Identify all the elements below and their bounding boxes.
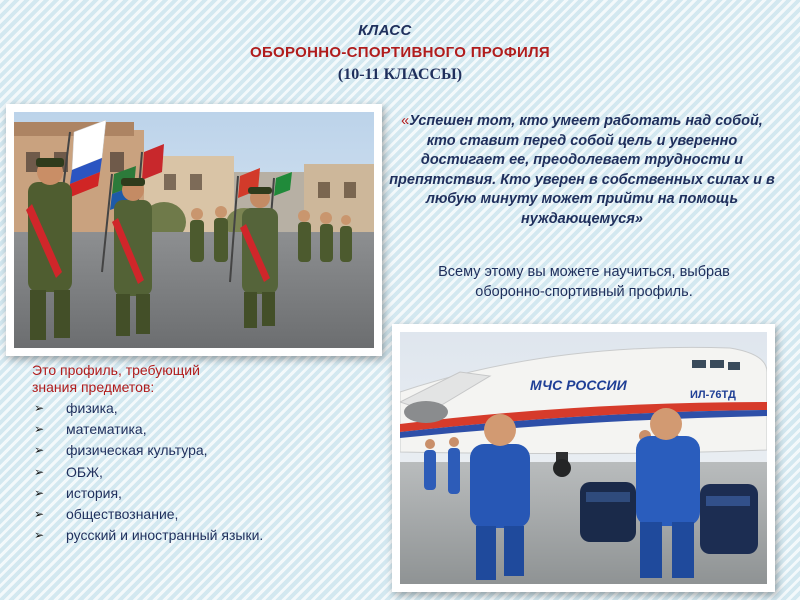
parade-photo (6, 104, 382, 356)
quote-text: Успешен тот, кто умеет работать над собой, кто ставит перед собой цель и уверенно достигает ее, преодолевает трудности и препятствия. Кто уверен в собственных силах и в любую минуту может прийти на помощь нуждающемуся» (389, 113, 775, 227)
subject-label: русский и иностранный языки. (66, 527, 264, 544)
title-line-class: КЛАСС (358, 22, 412, 39)
bullet-icon: ➢ (34, 422, 45, 437)
list-item (32, 440, 362, 461)
subjects-list (32, 398, 362, 546)
aircraft-photo-image (400, 332, 767, 584)
slide-title (150, 20, 650, 86)
subjects-intro (32, 362, 362, 396)
summary-text: Всему этому вы можете научиться, выбрав оборонно-спортивный профиль. (438, 264, 730, 300)
list-item (32, 419, 362, 440)
bullet-icon: ➢ (34, 485, 45, 500)
bullet-icon: ➢ (34, 401, 45, 415)
quote-open-mark: « (401, 113, 410, 129)
subject-label: история, (66, 484, 122, 501)
subject-label: ОБЖ, (66, 463, 103, 480)
subjects-block (32, 362, 362, 546)
bullet-icon: ➢ (34, 507, 45, 522)
list-item (32, 504, 362, 525)
title-line-grades: (10-11 КЛАССЫ) (337, 66, 463, 83)
aircraft-tail-code: ИЛ-76ТД (690, 389, 736, 401)
bullet-icon: ➢ (34, 528, 45, 543)
subject-label: физика, (66, 400, 118, 416)
subjects-intro-line-2: знания предметов: (32, 379, 155, 395)
bullet-icon: ➢ (34, 464, 45, 479)
list-item (32, 525, 362, 546)
parade-photo-image (14, 112, 374, 348)
list-item (32, 398, 362, 419)
list-item (32, 462, 362, 483)
subjects-intro-line-1: Это профиль, требующий (32, 362, 200, 378)
aircraft-photo (392, 324, 775, 592)
bullet-icon: ➢ (34, 443, 45, 458)
subject-label: математика, (66, 421, 147, 438)
subject-label: физическая культура, (66, 442, 208, 459)
title-line-profile: ОБОРОННО-СПОРТИВНОГО ПРОФИЛЯ (250, 44, 550, 61)
list-item (32, 483, 362, 504)
quote-block (386, 112, 778, 229)
subject-label: обществознание, (66, 506, 179, 523)
aircraft-livery-text: МЧС РОССИИ (530, 377, 627, 393)
